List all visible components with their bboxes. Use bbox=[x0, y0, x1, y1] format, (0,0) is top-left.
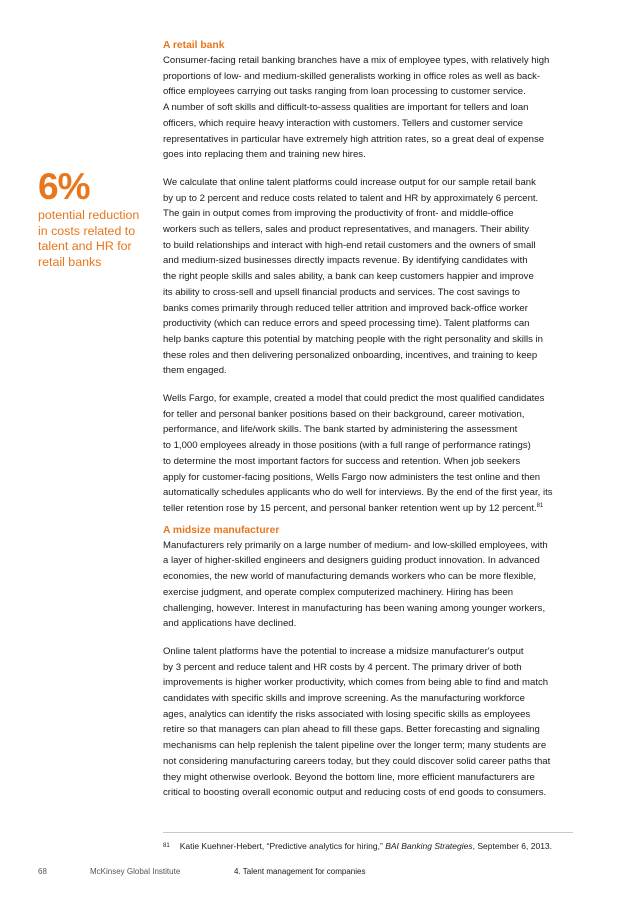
page-number: 68 bbox=[38, 867, 47, 876]
paragraph: Manufacturers rely primarily on a large number of medium- and low-skilled employees, with a layer of higher-skilled engineers and designers guiding product innovation. In advanced economies, the new world of manufacturing demands workers who can be more flexible, exercise judgment, and operate complex computerized machinery. Hiring has been challenging, however. Interest in manufacturing has been waning among younger workers, and applications have declined. bbox=[163, 539, 548, 630]
footnote-text-end: , September 6, 2013. bbox=[472, 841, 553, 851]
paragraph: Online talent platforms have the potential to increase a midsize manufacturer's output by 3 percent and reduce talent and HR costs by 4 percent. The primary driver of both improvements is higher worker productivity, which comes from being able to find and match candidates with specific skills and improve screening. As the manufacturing workforce ages, analytics can identify the risks associated with losing specific skills as employees retire so that managers can plan ahead to fill these gaps. Better forecasting and signaling mechanisms can help replenish the talent pipeline over the longer term; many students are not considering manufacturing careers today, but they could discover solid career paths that they might otherwise overlook. Beyond the bottom line, more efficient manufacturers are critical to boosting overall economic output and reducing costs of end goods to consumers. bbox=[163, 645, 551, 799]
footnote bbox=[163, 840, 575, 852]
paragraph-with-footnote bbox=[163, 391, 575, 517]
paragraph-text: Wells Fargo, for example, created a model that could predict the most qualified candidates for teller and personal banker positions based on their background, career motivation, performance, and life/work skills. The bank started by administering the assessment to 1,000 employees already in those positions (with a full range of performance ratings) to determine the most important factors for success and retention. When job seekers apply for customer-facing positions, Wells Fargo now administers the test online and then automatically schedules applicants who do well for interviews. By the end of the first year, its teller retention rose by 15 percent, and personal banker retention went up by 12 percent. bbox=[163, 393, 553, 514]
paragraph: Consumer-facing retail banking branches have a mix of employee types, with relatively high proportions of low- and medium-skilled generalists working in office roles as well as back- office employees carrying out tasks ranging from loan processing to customer service. A number of soft skills and difficult-to-assess qualities are important for tellers and loan officers, which require heavy interaction with customers. Tellers and customer service representatives in particular have extremely high attrition rates, so a great deal of expense goes into replacing them and training new hires. bbox=[163, 55, 550, 161]
section-heading: A midsize manufacturer bbox=[163, 524, 280, 536]
footnote-number: 81 bbox=[163, 843, 170, 849]
section-retail-bank bbox=[163, 38, 575, 517]
main-content bbox=[163, 38, 575, 801]
footnote-divider bbox=[163, 832, 573, 833]
paragraph: We calculate that online talent platforms could increase output for our sample retail bank by up to 2 percent and reduce costs related to talent and HR by approximately 6 percent. The gain in output comes from improving the productivity of front- and middle-office workers such as tellers, sales and product representatives, and managers. Their ability to build relationships and interact with high-end retail customers and the owners of small and medium-sized businesses directly impacts revenue. By identifying candidates with the right people skills and sales ability, a bank can keep customers happier and improve its ability to cross-sell and upsell financial products and services. The cost savings to banks comes primarily through reduced teller attrition and improved back-office worker productivity (which can reduce errors and speed processing time). Talent platforms can help banks capture this potential by matching people with the right personality and skills in these roles and then delivering personalized onboarding, incentives, and training to keep them engaged. bbox=[163, 176, 543, 377]
footnote-source: BAI Banking Strategies bbox=[385, 841, 473, 851]
footnote-reference[interactable]: 81 bbox=[536, 502, 544, 509]
section-heading: A retail bank bbox=[163, 40, 225, 51]
stat-description: potential reduction in costs related to talent and HR for retail banks bbox=[38, 208, 140, 269]
stat-value: 6% bbox=[38, 166, 90, 207]
sidebar-callout bbox=[38, 168, 150, 270]
publisher-name: McKinsey Global Institute bbox=[90, 867, 181, 876]
chapter-title: 4. Talent management for companies bbox=[234, 867, 366, 876]
footnote-text: Katie Kuehner-Hebert, “Predictive analytics for hiring,” bbox=[179, 841, 386, 851]
section-midsize-manufacturer bbox=[163, 523, 575, 801]
